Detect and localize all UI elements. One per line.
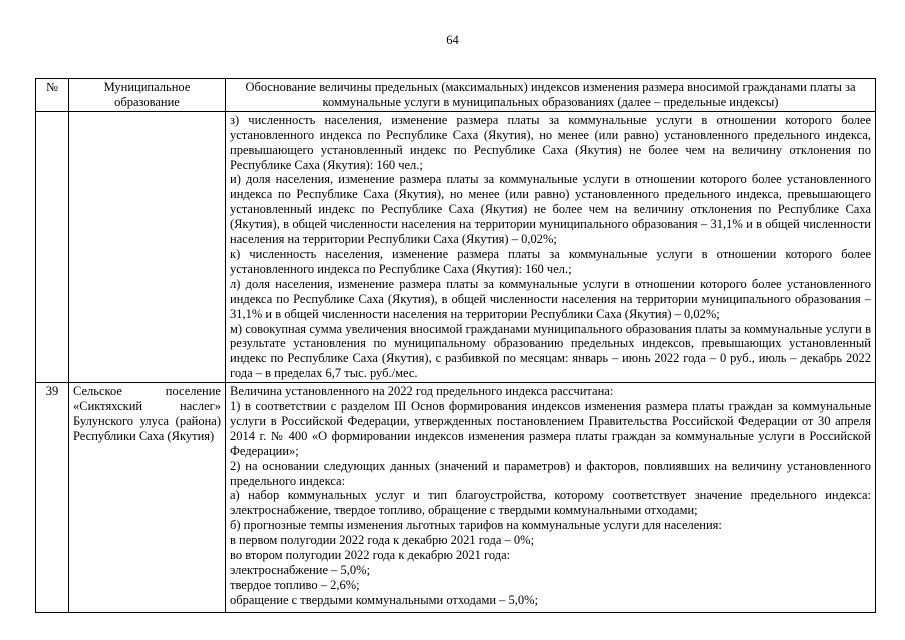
row-num-cell <box>36 111 69 382</box>
paragraph: к) численность населения, изменение размера платы за коммунальные услуги в отношении которого более установленного индекса по Республике Саха (Якутия): 160 чел.; <box>230 246 871 276</box>
paragraph: обращение с твердыми коммунальными отходами – 5,0%; <box>230 592 539 607</box>
page-number: 64 <box>446 33 459 47</box>
justification-cell <box>226 111 876 382</box>
paragraph: во втором полугодии 2022 года к декабрю 2021 года: <box>230 548 511 563</box>
paragraph: в первом полугодии 2022 года к декабрю 2021 года – 0%; <box>230 533 535 548</box>
column-header-justification: Обоснование величины предельных (максимальных) индексов изменения размера вносимой гражданами платы за коммунальные услуги в муниципальных образованиях (далее – предельные индексы) <box>226 79 876 112</box>
table-row <box>36 111 876 382</box>
paragraph: з) численность населения, изменение размера платы за коммунальные услуги в отношении которого более установленного индекса по Республике Саха (Якутия), но менее (или равно) установленного предельного индекса, превышающего установленный индекс по Республике Саха (Якутия) не более чем на величину отклонения по Республике Саха (Якутия): 160 чел.; <box>230 112 871 172</box>
table-header-row <box>36 79 876 112</box>
paragraph: а) набор коммунальных услуг и тип благоустройства, которому соответствует значение предельного индекса: электроснабжение, твердое топливо, обращение с твердыми коммунальными отходами; <box>230 488 871 518</box>
justification-cell <box>226 383 876 613</box>
column-header-municipality: Муниципальное образование <box>69 79 226 112</box>
table-row <box>36 383 876 613</box>
paragraph: электроснабжение – 5,0%; <box>230 563 371 577</box>
row-num-cell: 39 <box>36 383 69 613</box>
paragraph: твердое топливо – 2,6%; <box>230 577 360 592</box>
paragraph: л) доля населения, изменение размера платы за коммунальные услуги в отношении которого более установленного индекса по Республике Саха (Якутия), в общей численности населения на территории муниципального образования – 31,1% и в общей численности населения на территории Республики Саха (Якутия) – 0,02%; <box>230 276 871 321</box>
paragraph: м) совокупная сумма увеличения вносимой гражданами муниципального образования платы за коммунальные услуги в результате установления по муниципальному образованию предельных индексов, превышающих установленный индекс по Республике Саха (Якутия), с разбивкой по месяцам: январь – июнь 2022 года – 0 руб., июль – декабрь 2022 года – в пределах 6,7 тыс. руб./мес. <box>230 321 871 381</box>
content-table <box>35 78 876 613</box>
column-header-num: № <box>36 79 69 112</box>
paragraph: б) прогнозные темпы изменения льготных тарифов на коммунальные услуги для населения: <box>230 518 722 533</box>
paragraph: Величина установленного на 2022 год предельного индекса рассчитана: <box>230 384 614 399</box>
municipality-cell: Сельское поселение «Сиктяхский наслег» Булунского улуса (района) Республики Саха (Якутия) <box>69 383 226 613</box>
paragraph: 1) в соответствии с разделом III Основ формирования индексов изменения размера платы граждан за коммунальные услуги в Российской Федерации, утвержденных постановлением Правительства Российской Федерации от 30 апреля 2014 г. № 400 «О формировании индексов изменения размера платы граждан за коммунальные услуги в Российской Федерации»; <box>230 399 871 458</box>
paragraph: и) доля населения, изменение размера платы за коммунальные услуги в отношении которого более установленного индекса по Республике Саха (Якутия), но менее (или равно) установленного предельного индекса, превышающего установленный индекс по Республике Саха (Якутия) не более чем на величину отклонения по Республике Саха (Якутия), в общей численности населения на территории муниципального образования – 31,1% и в общей численности населения на территории Республики Саха (Якутия) – 0,02%; <box>230 172 871 247</box>
municipality-cell <box>69 111 226 382</box>
paragraph: 2) на основании следующих данных (значений и параметров) и факторов, повлиявших на величину установленного предельного индекса: <box>230 458 871 488</box>
